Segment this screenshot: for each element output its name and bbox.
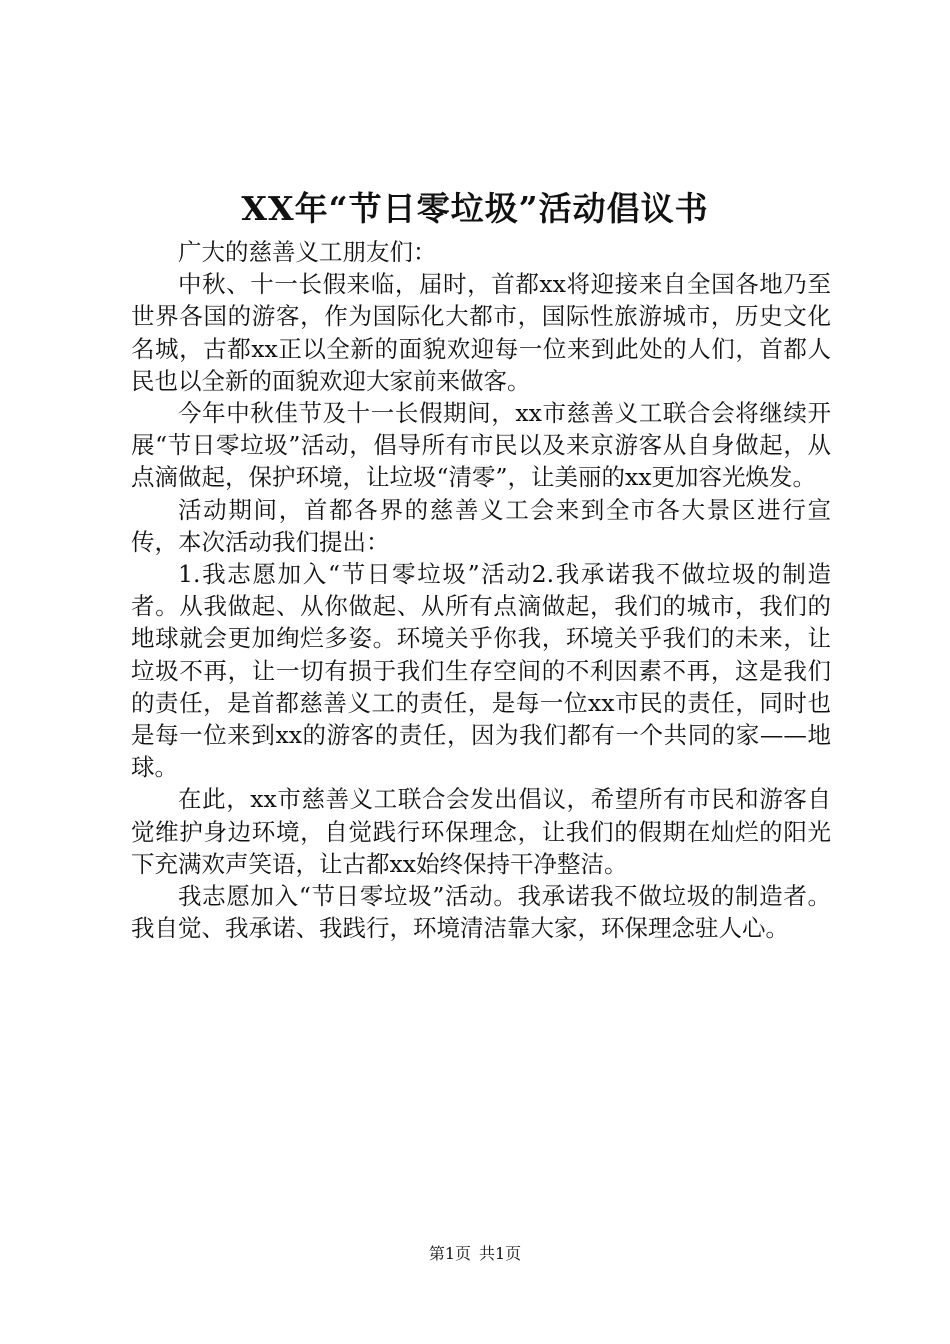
paragraph-promotion: 活动期间，首都各界的慈善义工会来到全市各大景区进行宣传，本次活动我们提出： (131, 495, 831, 556)
paragraph-closing: 我志愿加入“节日零垃圾”活动。我承诺我不做垃圾的制造者。我自觉、我承诺、我践行，环境清洁靠大家，环保理念驻人心。 (131, 882, 831, 943)
page-number: 第1页 (428, 1244, 471, 1263)
paragraph-activity: 今年中秋佳节及十一长假期间，xx市慈善义工联合会将继续开展“节日零垃圾”活动，倡导所有市民以及来京游客从自身做起，从点滴做起，保护环境，让垃圾“清零”，让美丽的xx更加容光焕发。 (131, 399, 831, 492)
salutation: 广大的慈善义工朋友们： (178, 238, 437, 266)
page-footer (0, 1242, 950, 1266)
document-title: XX年“节日零垃圾”活动倡议书 (241, 189, 709, 228)
paragraph-intro: 中秋、十一长假来临，届时，首都xx将迎接来自全国各地乃至世界各国的游客，作为国际化大都市，国际性旅游城市，历史文化名城，古都xx正以全新的面貌欢迎每一位来到此处的人们，首都人民也以全新的面貌欢迎大家前来做客。 (131, 270, 831, 395)
paragraph-initiative: 在此，xx市慈善义工联合会发出倡议，希望所有市民和游客自觉维护身边环境，自觉践行环保理念，让我们的假期在灿烂的阳光下充满欢声笑语，让古都xx始终保持干净整洁。 (131, 785, 831, 878)
document-body (131, 236, 831, 944)
paragraph-pledges: 1.我志愿加入“节日零垃圾”活动2.我承诺我不做垃圾的制造者。从我做起、从你做起、从所有点滴做起，我们的城市，我们的地球就会更加绚烂多姿。环境关乎你我，环境关乎我们的未来，让垃圾不再，让一切有损于我们生存空间的不利因素不再，这是我们的责任，是首都慈善义工的责任，是每一位xx市民的责任，同时也是每一位来到xx的游客的责任，因为我们都有一个共同的家——地球。 (131, 560, 831, 782)
page-total: 共1页 (479, 1244, 522, 1263)
